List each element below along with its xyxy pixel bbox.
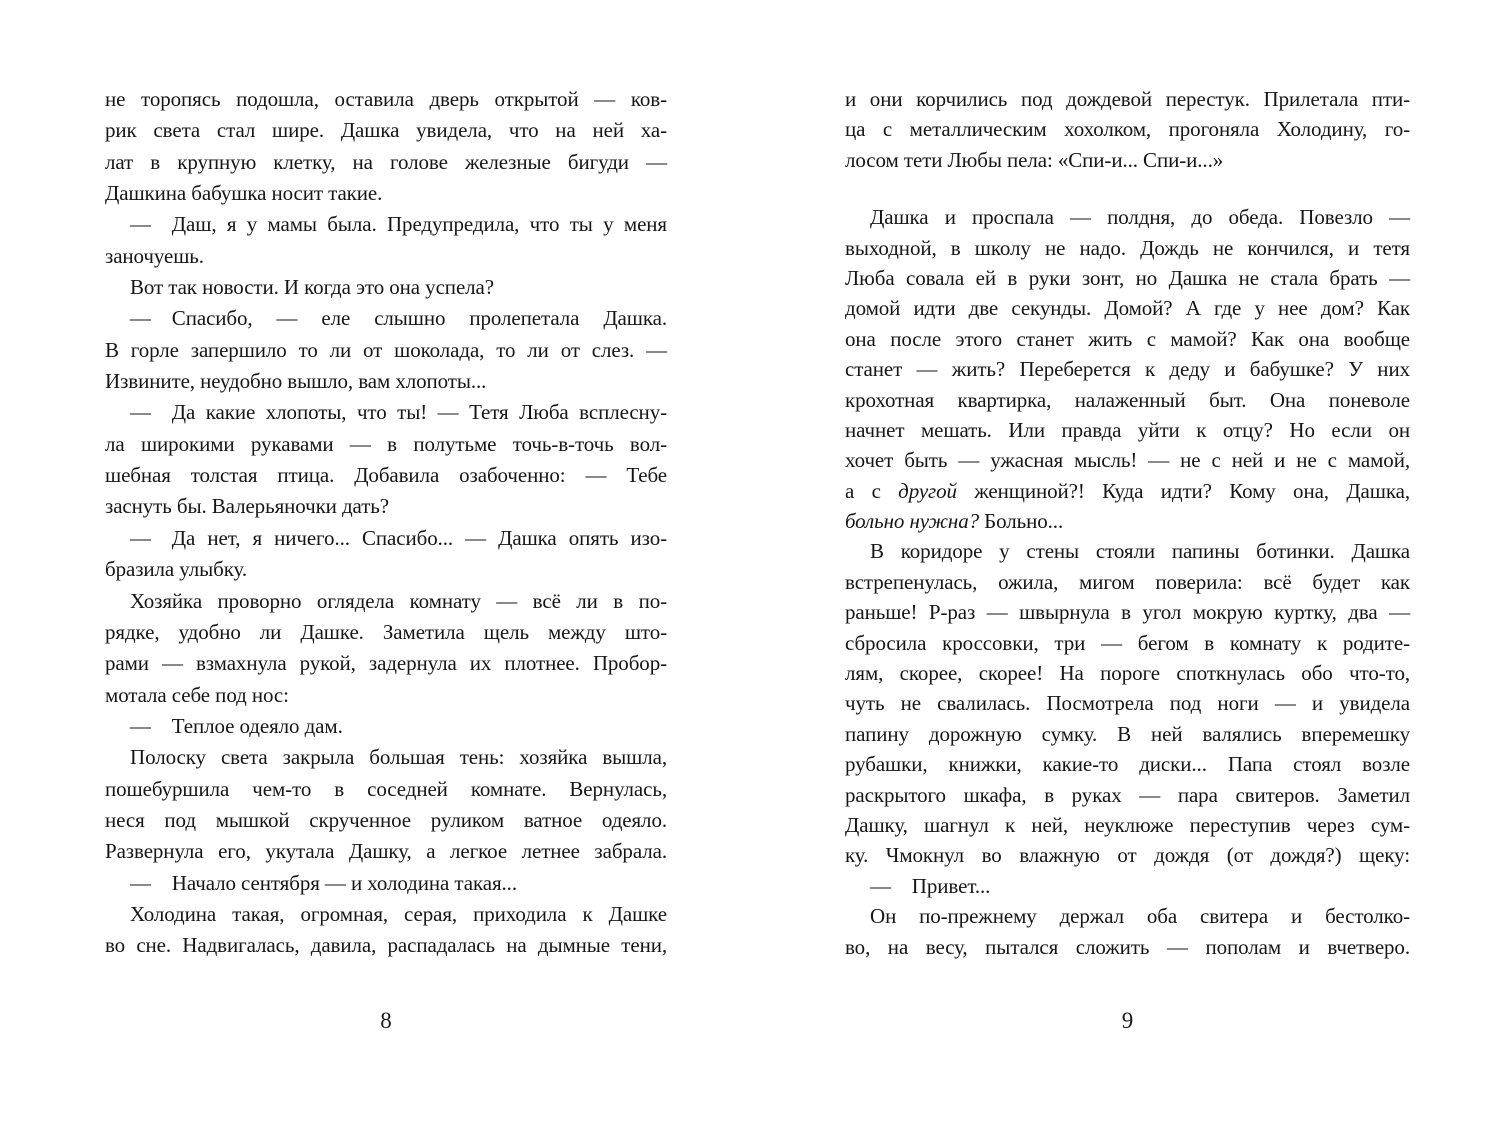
text-line: рядке, удобно ли Дашке. Заметила щель между што- (105, 619, 667, 644)
text-line: не торопясь подошла, оставила дверь открытой — ков- (105, 87, 667, 111)
text-line: — Привет... (870, 873, 991, 898)
text-line: — Да какие хлопоты, что ты! — Тетя Люба всплесну- (130, 400, 667, 425)
text-line: лат в крупную клетку, на голове железные бигуди — (105, 149, 667, 174)
text-line: Холодина такая, огромная, серая, приходила к Дашке (130, 901, 667, 926)
text-line: лосом тети Любы пела: «Спи-и... Спи-и...» (845, 147, 1224, 172)
text-line: Дашкина бабушка носит такие. (105, 181, 383, 206)
text-line: — Теплое одеяло дам. (130, 713, 343, 738)
text-line: раскрытого шкафа, в руках — пара свитеров. Заметил (845, 782, 1410, 807)
text-line: Вот так новости. И когда это она успела? (130, 275, 494, 300)
text-line: во, на весу, пытался сложить — пополам и вчетверо. (845, 934, 1410, 959)
page-left-text-column (105, 84, 667, 962)
text-line: пошебуршила чем-то в соседней комнате. Вернулась, (105, 776, 667, 801)
text-line: — Да нет, я ничего... Спасибо... — Дашка опять изо- (130, 525, 667, 550)
text-line: домой идти две секунды. Домой? А где у нее дом? Как (845, 296, 1410, 321)
text-line: ла широкими рукавами — в полутьме точь-в-точь вол- (105, 431, 667, 456)
text-line: Дашка и проспала — полдня, до обеда. Повезло — (870, 205, 1410, 230)
page-right-text-column (845, 84, 1410, 962)
text-line: В горле запершило то ли от шоколада, то ли от слез. — (105, 337, 667, 362)
text-line: Развернула его, укутала Дашку, а легкое летнее забрала. (105, 839, 667, 864)
text-line: Извините, неудобно вышло, вам хлопоты... (105, 369, 487, 394)
text-line: — Начало сентября — и холодина такая... (130, 870, 517, 895)
text-line: В коридоре у стены стояли папины ботинки. Дашка (870, 539, 1410, 564)
text-line: — Даш, я у мамы была. Предупредила, что ты у меня (130, 212, 667, 237)
text-line: шебная толстая птица. Добавила озабоченно: — Тебе (105, 463, 667, 488)
text-line: хочет быть — ужасная мысль! — не с ней и не с мамой, (845, 448, 1410, 473)
text-line: больно нужна? Больно... (845, 509, 1064, 534)
text-line: ку. Чмокнул во влажную от дождя (от дождя?) щеку: (845, 843, 1410, 868)
text-line: рами — взмахнула рукой, задернула их плотнее. Пробор- (105, 651, 667, 676)
text-line: папину дорожную сумку. В ней валялись вперемешку (845, 721, 1410, 746)
text-line: мотала себе под нос: (105, 682, 289, 707)
text-line: рубашки, книжки, какие-то диски... Папа стоял возле (845, 752, 1410, 777)
text-line: Люба совала ей в руки зонт, но Дашка не стала брать — (845, 265, 1410, 290)
text-line: раньше! Р-раз — швырнула в угол мокрую куртку, два — (845, 600, 1410, 625)
text-line: встрепенулась, ожила, мигом поверила: всё будет как (845, 569, 1410, 594)
text-line: начнет мешать. Или правда уйти к отцу? Но если он (845, 417, 1410, 442)
text-line: во сне. Надвигалась, давила, распадалась на дымные тени, (105, 933, 667, 958)
text-line: станет — жить? Переберется к деду и бабушке? У них (845, 357, 1410, 382)
text-line: а с другой женщиной?! Куда идти? Кому она, Дашка, (845, 478, 1410, 503)
text-line: сбросила кроссовки, три — бегом в комнату к родите- (845, 630, 1410, 655)
text-line: Он по-прежнему держал оба свитера и бестолко- (870, 904, 1410, 929)
text-line: Дашку, шагнул к ней, неуклюже переступив через сум- (845, 812, 1410, 837)
text-line: Хозяйка проворно оглядела комнату — всё ли в по- (130, 588, 667, 613)
page-number-left: 8 (380, 1008, 392, 1033)
text-line: лям, скорее, скорее! На пороге споткнулась обо что-то, (845, 661, 1410, 686)
text-line: бразила улыбку. (105, 557, 247, 582)
text-line: крохотная квартирка, налаженный быт. Она поневоле (845, 387, 1410, 412)
text-line: выходной, в школу не надо. Дождь не кончился, и тетя (845, 235, 1410, 260)
text-line: рик света стал шире. Дашка увидела, что на ней ха- (105, 118, 667, 143)
text-line: неся под мышкой скрученное руликом ватное одеяло. (105, 807, 667, 832)
text-line: заночуешь. (105, 243, 204, 268)
text-line: заснуть бы. Валерьяночки дать? (105, 494, 390, 519)
text-line: и они корчились под дождевой перестук. Прилетала пти- (845, 87, 1410, 111)
text-line: ца с металлическим хохолком, прогоняла Холодину, го- (845, 117, 1410, 142)
text-line: — Спасибо, — еле слышно пролепетала Дашка. (130, 306, 667, 331)
text-line: Полоску света закрыла большая тень: хозяйка вышла, (130, 745, 667, 770)
text-line: она после этого станет жить с мамой? Как она вообще (845, 326, 1410, 351)
text-line: чуть не свалилась. Посмотрела под ноги — и увидела (845, 691, 1410, 716)
page-number-right: 9 (1121, 1008, 1134, 1033)
